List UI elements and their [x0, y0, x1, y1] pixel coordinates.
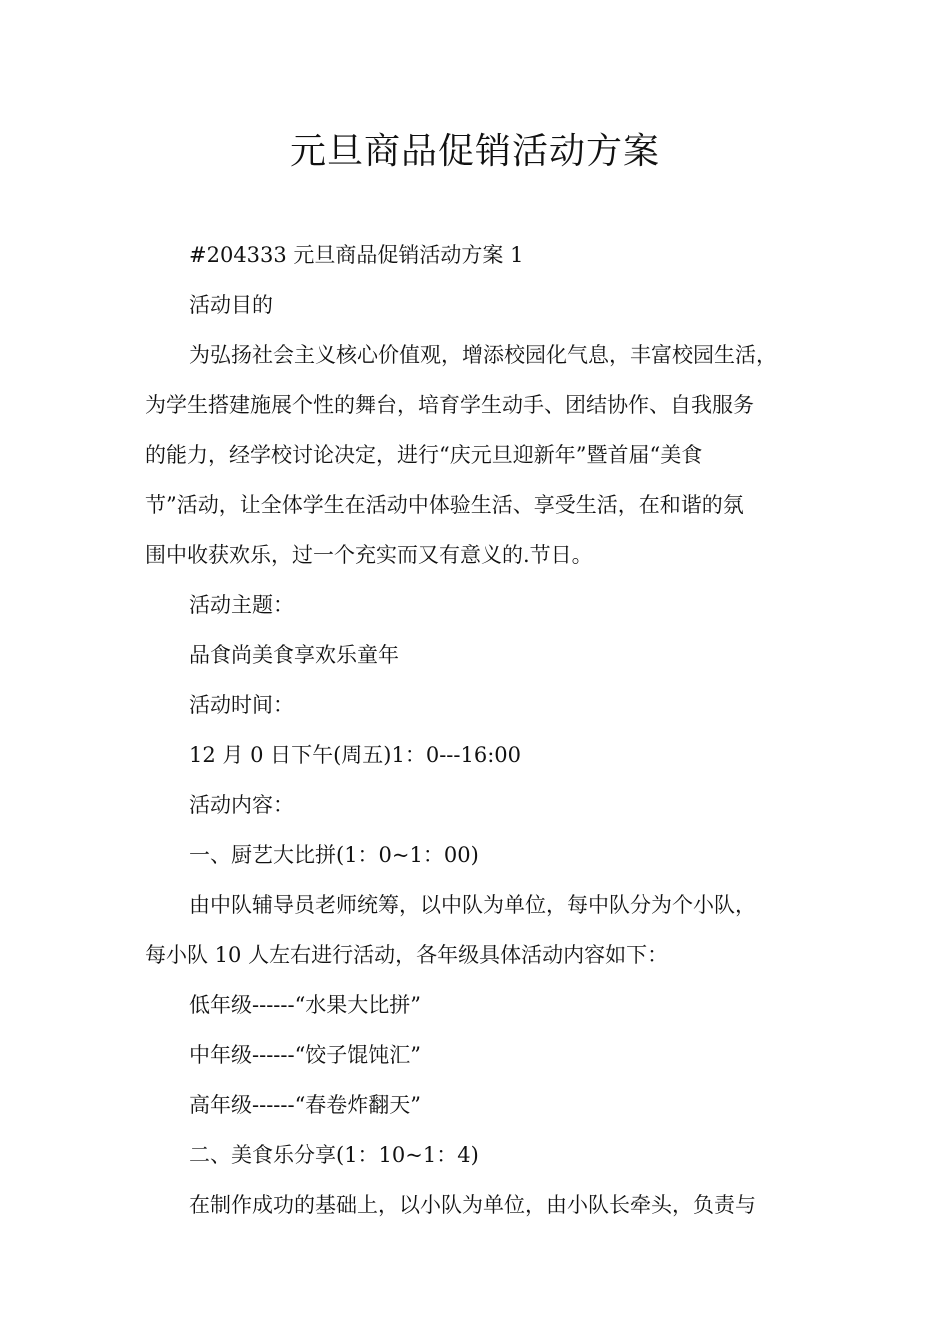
document-title: 元旦商品促销活动方案 — [289, 131, 660, 172]
paragraph-line: 中年级------“饺子馄饨汇” — [189, 1043, 422, 1067]
paragraph-line: 低年级------“水果大比拼” — [189, 993, 422, 1017]
paragraph-line: 围中收获欢乐，过一个充实而又有意义的.节日。 — [145, 543, 593, 567]
paragraph-line: 由中队辅导员老师统筹，以中队为单位，每中队分为个小队， — [189, 893, 756, 917]
paragraph-line: 为弘扬社会主义核心价值观，增添校园化气息，丰富校园生活， — [189, 343, 777, 367]
paragraph-line: 活动主题： — [189, 593, 294, 617]
paragraph-line: 在制作成功的基础上，以小队为单位，由小队长牵头，负责与 — [189, 1193, 756, 1217]
paragraph-line: 二、美食乐分享(1：10~1：4) — [189, 1143, 479, 1167]
paragraph-line: 节”活动，让全体学生在活动中体验生活、享受生活，在和谐的氛 — [145, 493, 744, 517]
paragraph-line: 的能力，经学校讨论决定，进行“庆元旦迎新年”暨首届“美食 — [145, 443, 703, 467]
paragraph-line: #204333 元旦商品促销活动方案 1 — [189, 243, 524, 267]
document-body — [145, 230, 815, 1230]
paragraph-line: 高年级------“春卷炸翻天” — [189, 1093, 422, 1117]
paragraph-line: 活动时间： — [189, 693, 294, 717]
paragraph-line: 每小队 10 人左右进行活动，各年级具体活动内容如下： — [145, 943, 669, 967]
paragraph-line: 为学生搭建施展个性的舞台，培育学生动手、团结协作、自我服务 — [145, 393, 754, 417]
paragraph-line: 活动内容： — [189, 793, 294, 817]
paragraph-line: 一、厨艺大比拼(1：0~1：00) — [189, 843, 479, 867]
paragraph-line: 活动目的 — [189, 293, 273, 317]
paragraph-line: 品食尚美食享欢乐童年 — [189, 643, 399, 667]
paragraph-line: 12 月 0 日下午(周五)1：0---16:00 — [189, 743, 522, 767]
